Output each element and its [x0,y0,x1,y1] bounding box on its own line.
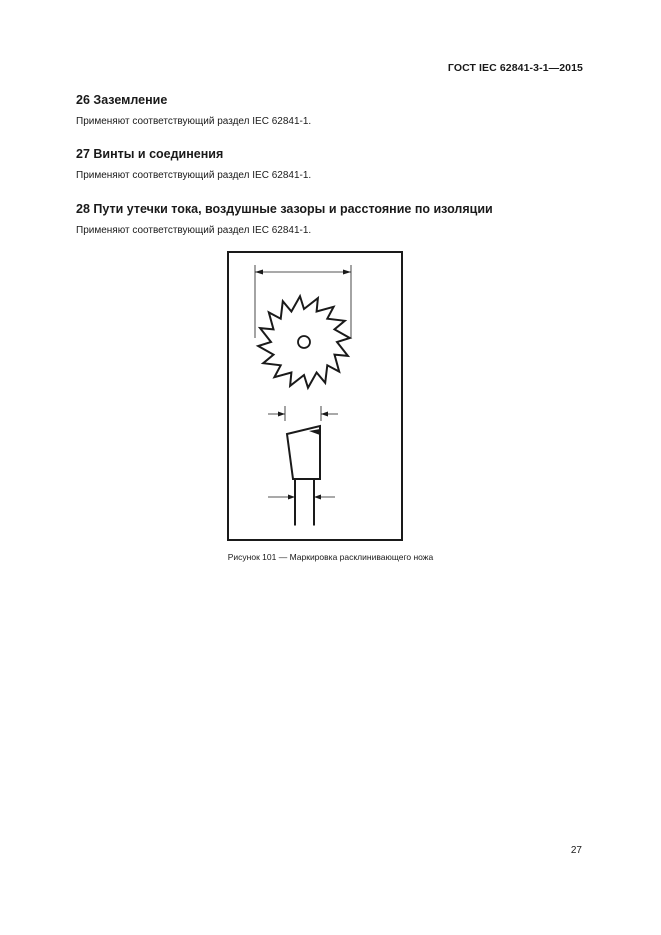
saw-blade-arbor-hole [298,336,310,348]
section-28 [76,201,601,238]
figure-101 [227,251,403,541]
knife-top-arrow-right [321,412,328,417]
standard-id: ГОСТ IEC 62841-3-1—2015 [447,62,583,74]
page-number: 27 [570,845,582,856]
section-text: Применяют соответствующий раздел IEC 62841-1. [76,225,312,236]
dimension-arrow-right [343,270,351,275]
section-heading: 27 Винты и соединения [76,147,224,161]
knife-top-arrow-left [278,412,285,417]
section-heading: 26 Заземление [76,93,168,107]
section-27 [76,146,601,183]
figure-caption: Рисунок 101 — Маркировка расклинивающего ножа [227,552,434,562]
knife-bottom-arrow-left [288,495,295,500]
section-heading: 28 Пути утечки тока, воздушные зазоры и расстояние по изоляции [76,202,493,216]
riving-knife-head [287,426,320,479]
section-text: Применяют соответствующий раздел IEC 62841-1. [76,116,312,127]
saw-blade-riving-knife-icon [227,251,403,541]
section-text: Применяют соответствующий раздел IEC 62841-1. [76,170,312,181]
document-header [448,62,583,74]
dimension-arrow-left [255,270,263,275]
knife-bottom-arrow-right [314,495,321,500]
section-26 [76,92,601,129]
